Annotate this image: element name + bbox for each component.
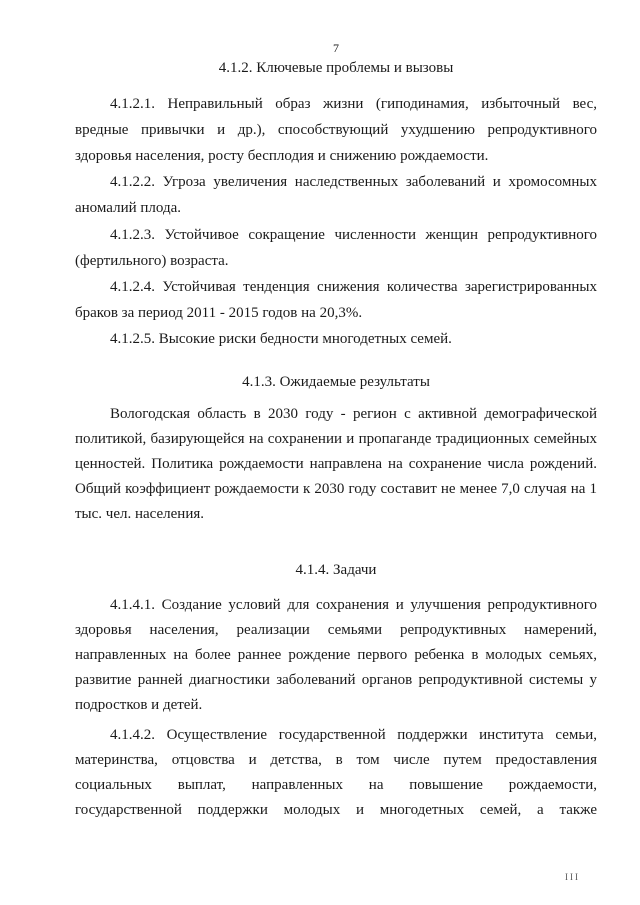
paragraph-4-1-2-1 [75,91,597,169]
text-line: здоровья населения, росту бесплодия и снижению рождаемости. [75,148,489,164]
text-line: тыс. чел. населения. [75,506,205,522]
text-line: здоровья населения, реализации семьями репродуктивных намерений, [75,622,597,638]
text-line: 4.1.4.1. Создание условий для сохранения и улучшения репродуктивного [110,597,597,613]
text-line: Общий коэффициент рождаемости к 2030 году составит не менее 7,0 случая на 1 [75,481,597,497]
text-line: аномалий плода. [75,200,181,216]
page-number: 7 [333,41,339,55]
section-heading-4-1-4: 4.1.4. Задачи [295,562,377,578]
text-line: Вологодская область в 2030 году - регион с активной демографической [110,406,597,422]
text-line: подростков и детей. [75,697,203,713]
text-line: политикой, базирующейся на сохранении и пропаганде традиционных семейных [75,431,597,447]
text-line: 4.1.2.1. Неправильный образ жизни (гиподинамия, избыточный вес, [110,96,597,112]
paragraph-4-1-2-3 [75,222,597,274]
paragraph-expected-results [75,402,597,527]
text-line: (фертильного) возраста. [75,253,229,269]
text-line: социальных выплат, направленных на повышение рождаемости, [75,777,597,793]
text-line: ценностей. Политика рождаемости направлена на сохранение числа рождений. [75,456,597,472]
section-heading-4-1-2: 4.1.2. Ключевые проблемы и вызовы [218,60,454,76]
text-line: направленных на более раннее рождение первого ребенка в молодых семьях, [75,647,597,663]
text-line: 4.1.4.2. Осуществление государственной поддержки института семьи, [110,727,597,743]
paragraph-4-1-2-4 [75,274,597,326]
paragraph-4-1-2-5 [75,326,597,352]
footer-mark: III [565,872,580,882]
text-line: 4.1.2.2. Угроза увеличения наследственных заболеваний и хромосомных [110,174,597,190]
text-line: материнства, отцовства и детства, в том числе путем предоставления [75,752,597,768]
text-line: 4.1.2.5. Высокие риски бедности многодетных семей. [110,331,452,347]
text-line: развитие ранней диагностики заболеваний органов репродуктивной системы у [75,672,597,688]
text-line: браков за период 2011 - 2015 годов на 20,3%. [75,305,363,321]
text-line: 4.1.2.3. Устойчивое сокращение численности женщин репродуктивного [110,227,597,243]
paragraph-4-1-4-2 [75,723,597,823]
paragraph-4-1-2-2 [75,169,597,221]
text-line: государственной поддержки молодых и многодетных семей, а также [75,802,597,818]
text-line: вредные привычки и др.), способствующий ухудшению репродуктивного [75,122,597,138]
paragraph-4-1-4-1 [75,593,597,718]
section-heading-4-1-3: 4.1.3. Ожидаемые результаты [242,374,430,390]
text-line: 4.1.2.4. Устойчивая тенденция снижения количества зарегистрированных [110,279,597,295]
